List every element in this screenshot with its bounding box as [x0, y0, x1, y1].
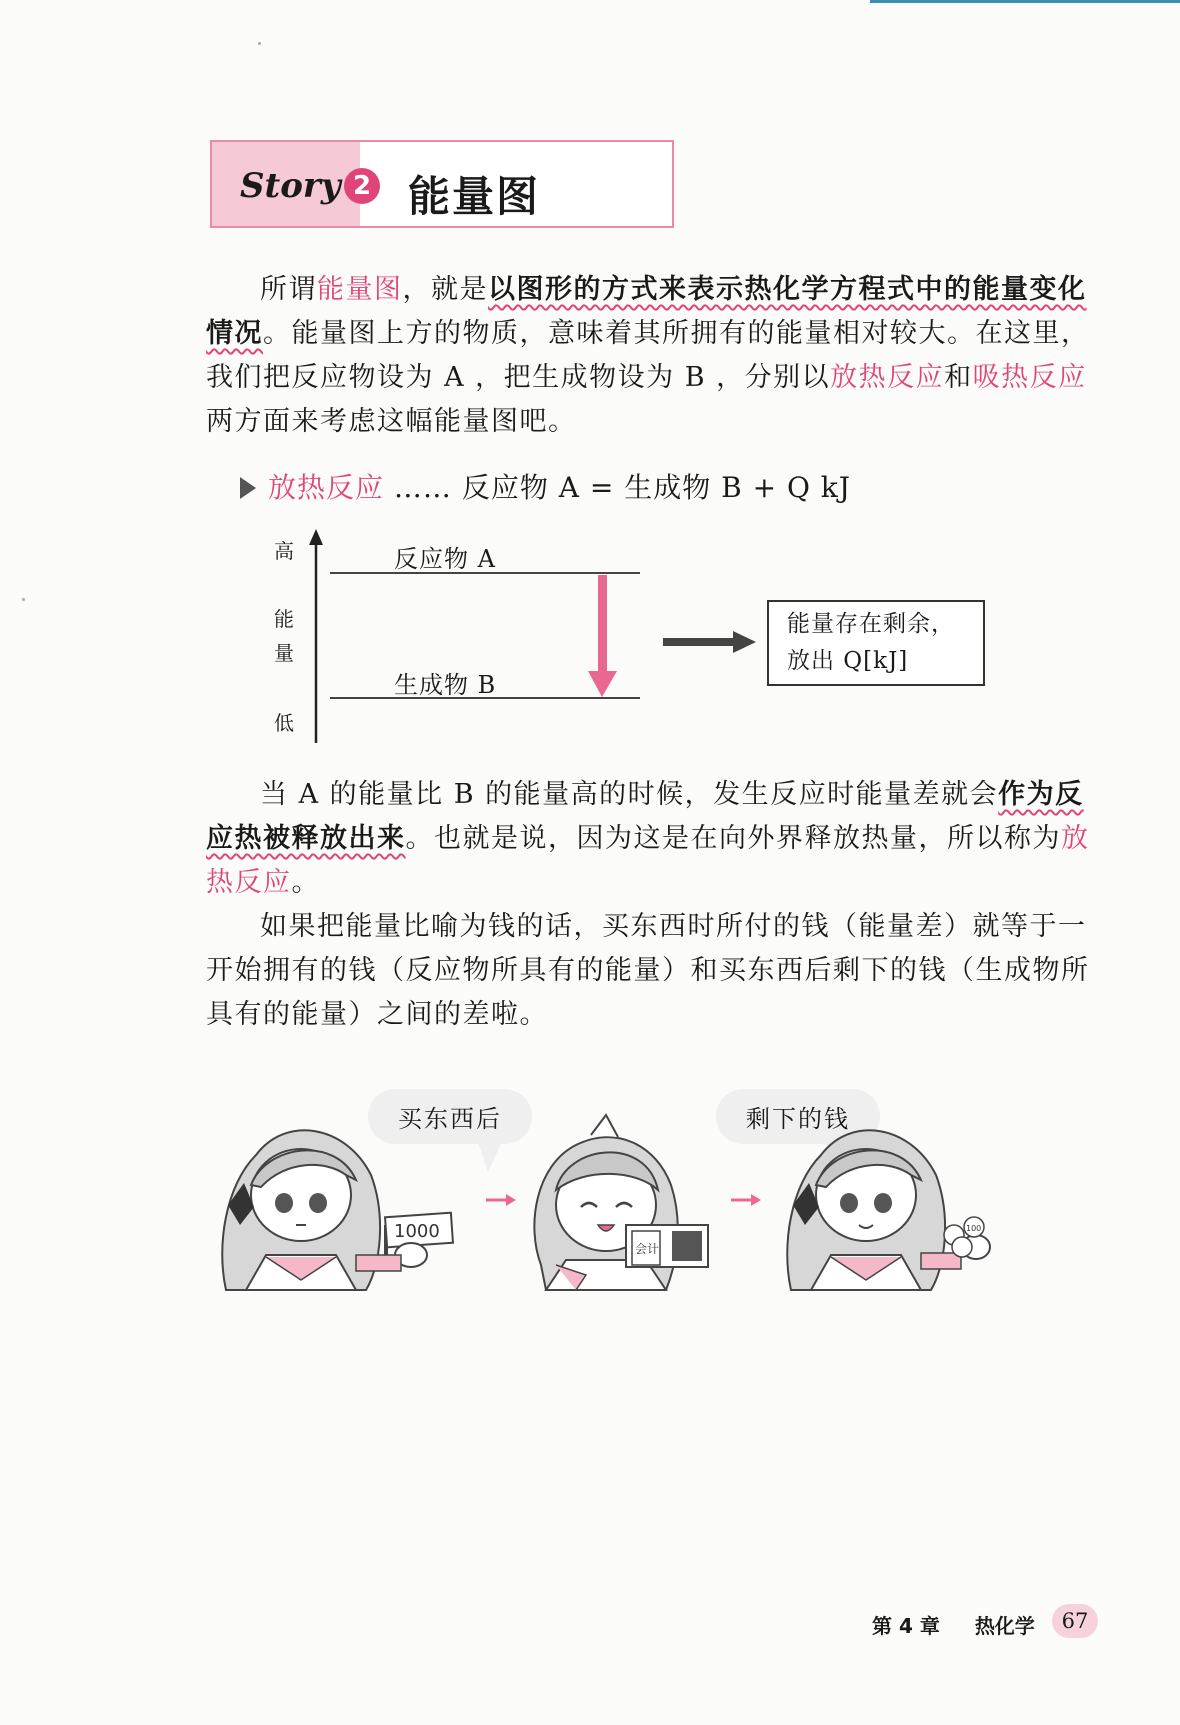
intro-paragraph [206, 268, 1096, 444]
text-run: 。能量图上方的物质，意味着其所拥有的能量相对较大。在这里，我们把反应物设为 A ，把生成物设为 B ，分别以 [206, 318, 1090, 393]
top-edge-mark [870, 0, 1180, 3]
banknote-icon [385, 1213, 453, 1248]
page-title: 能量图 [408, 172, 541, 221]
page-number: 67 [1052, 1604, 1098, 1638]
highlight-term: 放热反应 [830, 362, 945, 393]
emphasis-text: 以图形的方式来表示热化学方程式中的能量变化情况 [206, 274, 1087, 349]
axis-label-energy-2: 量 [274, 641, 294, 665]
text-run: 如果把能量比喻为钱的话，买东西时所付的钱（能量差）就等于一开始拥有的钱（反应物所具有的能量）和买东西后剩下的钱（生成物所具有的能量）之间的差啦。 [206, 911, 1090, 1030]
sequence-arrow-1 [486, 1194, 516, 1206]
section-label: 热化学 [974, 1614, 1035, 1638]
highlight-term: 放热反应 [206, 823, 1090, 898]
explanation-paragraph [206, 773, 1096, 905]
text-run: 当 A 的能量比 B 的能量高的时候，发生反应时能量差就会 [260, 779, 999, 810]
banknote-text: 1000 [394, 1221, 440, 1242]
text-run: 所谓 [260, 274, 317, 305]
text-run: 和 [944, 362, 973, 393]
register-text: 会计 [635, 1242, 660, 1256]
comic-illustration [206, 1075, 1106, 1300]
text-run: 。也就是说，因为这是在向外界释放热量，所以称为 [405, 823, 1061, 854]
text-run: 。 [291, 867, 320, 898]
axis-label-energy-1: 能 [274, 607, 294, 631]
coin-text: 100 [966, 1224, 982, 1233]
product-label: 生成物 B [394, 671, 497, 699]
speech-bubble-1: 买东西后 [368, 1089, 532, 1144]
to-box-arrowhead [733, 631, 756, 653]
page-footer [872, 1610, 1035, 1639]
energy-release-arrow [598, 575, 607, 673]
text-run: ，就是 [402, 274, 488, 305]
highlight-term: 能量图 [317, 274, 403, 305]
sleeve-1 [356, 1255, 401, 1271]
highlight-term: 吸热反应 [972, 362, 1087, 393]
chapter-label: 第 4 章 [872, 1614, 940, 1638]
story-number-badge: 2 [344, 168, 380, 204]
cash-register-icon [626, 1225, 708, 1267]
scan-speck [258, 42, 261, 45]
box-line-2: 放出 Q[kJ] [787, 648, 909, 674]
axis-label-low: 低 [274, 711, 294, 735]
scan-speck [22, 598, 25, 601]
sequence-arrow-2 [731, 1194, 761, 1206]
to-box-arrow [663, 638, 735, 646]
story-header [210, 140, 674, 228]
speech-bubble-2: 剩下的钱 [716, 1089, 880, 1144]
energy-release-arrowhead [588, 671, 617, 697]
bullet-triangle-icon [240, 477, 256, 499]
box-line-1: 能量存在剩余， [787, 611, 955, 637]
axis-arrowhead [309, 529, 323, 545]
reaction-equation [240, 466, 851, 506]
story-label: Story [240, 166, 341, 206]
comic-strip [206, 1075, 1106, 1300]
axis-label-high: 高 [274, 539, 294, 563]
character-3-illustration [787, 1130, 961, 1290]
emphasis-text: 作为反应热被释放出来 [206, 779, 1084, 854]
equation-text: …… 反应物 A = 生成物 B + Q kJ [393, 471, 851, 504]
energy-diagram [260, 525, 1020, 745]
equation-label: 放热反应 [268, 471, 385, 504]
text-run: 两方面来考虑这幅能量图吧。 [206, 406, 577, 437]
analogy-paragraph [206, 905, 1096, 1037]
energy-surplus-box [767, 600, 985, 686]
reactant-label: 反应物 A [394, 545, 496, 573]
